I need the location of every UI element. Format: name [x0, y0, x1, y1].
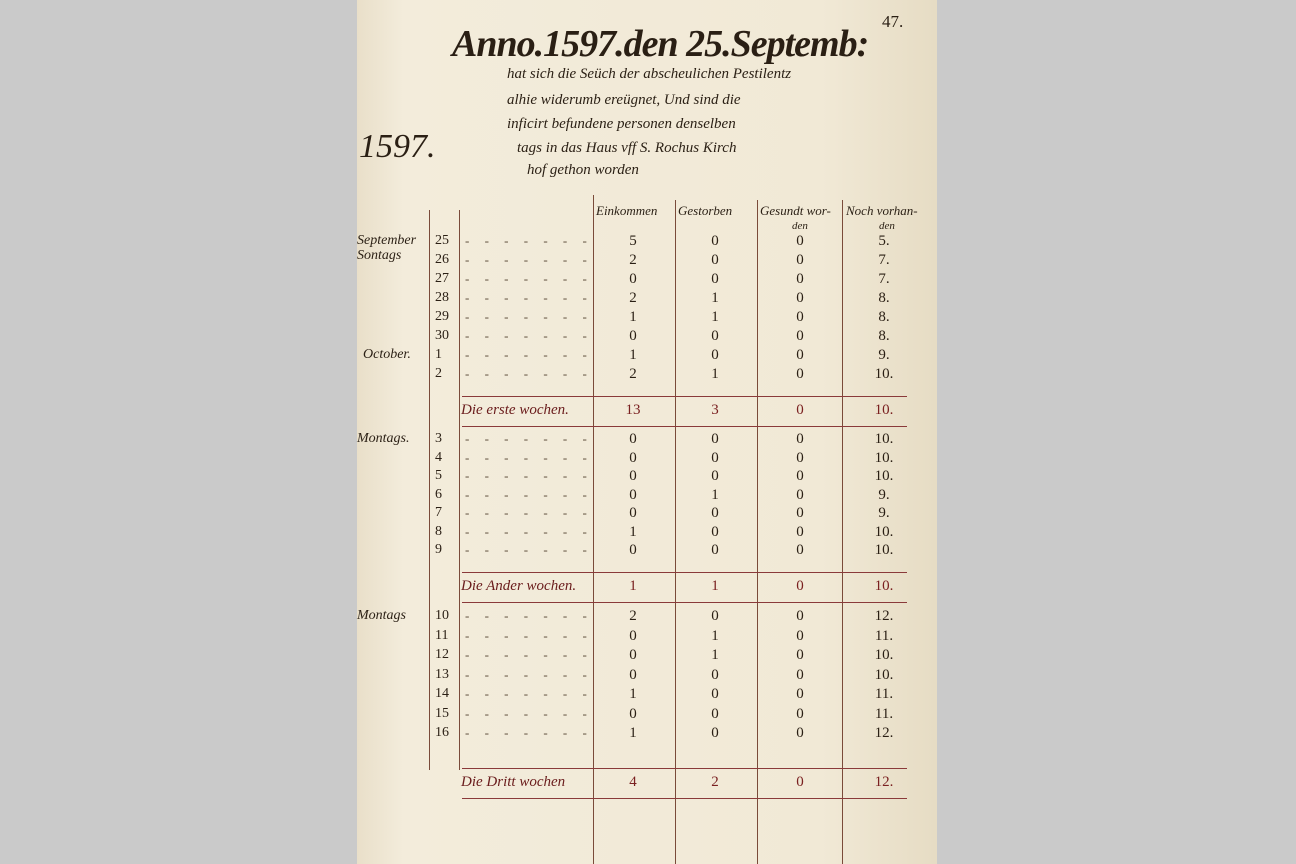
- dot-leader: - - - - - - -: [465, 449, 593, 465]
- rule-line: [462, 768, 907, 769]
- cell-ges: 0: [711, 523, 719, 540]
- week-summary-label: Die erste wochen.: [461, 402, 569, 418]
- cell-gsd: 0: [796, 542, 804, 558]
- cell-ein: 5: [629, 233, 637, 249]
- summary-cell-ges: 3: [711, 402, 719, 418]
- cell-noch: 8.: [878, 328, 890, 344]
- cell-ein: 0: [629, 705, 637, 722]
- cell-ges: 1: [711, 486, 719, 503]
- summary-cell-gsd: 0: [796, 774, 804, 790]
- summary-cell-ein: 1: [629, 578, 637, 594]
- cell-ein: 0: [629, 328, 637, 344]
- cell-ein: 0: [629, 449, 637, 466]
- cell-gsd: 0: [796, 725, 804, 741]
- cell-noch: 11.: [874, 686, 894, 702]
- column-header-gesund: Gesundt wor-: [760, 203, 831, 218]
- month-label: October.: [363, 347, 411, 362]
- summary-cell-ein: 13: [625, 402, 641, 418]
- dot-leader: - - - - - - -: [465, 666, 593, 682]
- day-number: 5: [435, 468, 442, 483]
- page-title: Anno.1597.den 25.Septemb:: [452, 23, 869, 65]
- cell-ein: 0: [629, 505, 637, 521]
- cell-ges: 1: [711, 647, 719, 663]
- intro-line: alhie widerumb ereügnet, Und sind die: [507, 92, 741, 108]
- summary-cell-ein: 4: [629, 774, 637, 790]
- cell-gsd: 0: [796, 271, 804, 287]
- cell-gsd: 0: [796, 666, 804, 683]
- cell-noch: 10.: [874, 523, 894, 540]
- column-header-noch: Noch vorhan-: [846, 203, 918, 218]
- cell-gsd: 0: [796, 431, 804, 447]
- cell-ges: 0: [711, 271, 719, 287]
- cell-ges: 1: [711, 627, 719, 644]
- cell-ein: 0: [629, 271, 637, 287]
- cell-gsd: 0: [796, 328, 804, 344]
- cell-ein: 0: [629, 542, 637, 558]
- week-summary-label: Die Ander wochen.: [461, 578, 577, 594]
- cell-ein: 0: [629, 666, 637, 683]
- cell-ein: 0: [629, 468, 637, 484]
- day-number: 3: [435, 431, 442, 446]
- cell-ein: 1: [629, 725, 637, 741]
- rule-line: [757, 200, 758, 864]
- cell-gsd: 0: [796, 627, 804, 644]
- summary-cell-noch: 10.: [874, 402, 894, 418]
- cell-ein: 0: [629, 486, 637, 503]
- cell-ges: 0: [711, 505, 719, 521]
- month-label: September: [357, 233, 417, 248]
- day-number: 27: [435, 271, 449, 286]
- rule-line: [462, 602, 907, 603]
- dot-leader: - - - - - - -: [465, 627, 593, 643]
- rule-line: [429, 210, 430, 770]
- cell-noch: 10.: [874, 366, 894, 382]
- summary-cell-ges: 2: [711, 774, 719, 790]
- day-number: 2: [435, 366, 442, 381]
- cell-noch: 11.: [874, 705, 894, 722]
- cell-ein: 2: [629, 608, 637, 624]
- day-number: 15: [435, 705, 449, 721]
- cell-ein: 0: [629, 627, 637, 644]
- day-number: 28: [435, 290, 449, 305]
- cell-gsd: 0: [796, 233, 804, 249]
- cell-ges: 0: [711, 542, 719, 558]
- day-number: 26: [435, 252, 449, 267]
- dot-leader: - - - - - - -: [465, 505, 593, 520]
- cell-ein: 1: [629, 309, 637, 325]
- dot-leader: - - - - - - -: [465, 271, 593, 286]
- day-number: 1: [435, 347, 442, 362]
- day-number: 12: [435, 647, 449, 662]
- cell-noch: 8.: [878, 309, 890, 325]
- cell-gsd: 0: [796, 686, 804, 702]
- cell-ges: 0: [711, 686, 719, 702]
- cell-noch: 9.: [878, 486, 890, 503]
- cell-gsd: 0: [796, 523, 804, 540]
- summary-cell-ges: 1: [711, 578, 719, 594]
- cell-gsd: 0: [796, 366, 804, 382]
- day-number: 14: [435, 686, 449, 701]
- cell-noch: 11.: [874, 627, 894, 644]
- cell-noch: 9.: [878, 347, 890, 363]
- rule-line: [675, 200, 676, 864]
- cell-noch: 10.: [874, 542, 894, 558]
- cell-noch: 10.: [874, 666, 894, 683]
- day-number: 25: [435, 233, 449, 248]
- manuscript-page: [357, 0, 937, 864]
- page-number: 47.: [882, 12, 904, 31]
- cell-noch: 10.: [874, 449, 894, 466]
- column-header-gesund-cont: den: [792, 220, 808, 232]
- cell-gsd: 0: [796, 705, 804, 722]
- cell-noch: 8.: [878, 290, 890, 306]
- cell-ges: 0: [711, 233, 719, 249]
- cell-noch: 10.: [874, 647, 894, 663]
- dot-leader: - - - - - - -: [465, 486, 593, 502]
- rule-line: [462, 798, 907, 799]
- intro-line: inficirt befundene personen denselben: [507, 116, 736, 132]
- day-number: 11: [435, 627, 449, 643]
- dot-leader: - - - - - - -: [465, 309, 593, 324]
- dot-leader: - - - - - - -: [465, 608, 593, 623]
- cell-gsd: 0: [796, 449, 804, 466]
- dot-leader: - - - - - - -: [465, 290, 593, 305]
- dot-leader: - - - - - - -: [465, 366, 593, 381]
- rule-line: [462, 572, 907, 573]
- cell-gsd: 0: [796, 486, 804, 503]
- cell-noch: 12.: [874, 725, 894, 741]
- cell-noch: 10.: [874, 468, 894, 484]
- dot-leader: - - - - - - -: [465, 705, 593, 721]
- cell-gsd: 0: [796, 252, 804, 268]
- dot-leader: - - - - - - -: [465, 523, 593, 539]
- dot-leader: - - - - - - -: [465, 328, 593, 343]
- cell-ein: 1: [629, 523, 637, 540]
- cell-ges: 0: [711, 449, 719, 466]
- cell-ein: 1: [629, 347, 637, 363]
- month-label: Montags: [357, 608, 406, 623]
- dot-leader: - - - - - - -: [465, 347, 593, 362]
- cell-gsd: 0: [796, 647, 804, 663]
- cell-gsd: 0: [796, 309, 804, 325]
- cell-ein: 2: [629, 252, 637, 268]
- day-number: 30: [435, 328, 449, 343]
- margin-year: 1597.: [359, 128, 436, 165]
- day-number: 4: [435, 449, 442, 465]
- cell-ges: 1: [711, 290, 719, 306]
- intro-line: hat sich die Seüch der abscheulichen Pestilentz: [507, 66, 792, 82]
- cell-ges: 1: [711, 309, 719, 325]
- cell-noch: 7.: [878, 252, 890, 268]
- cell-gsd: 0: [796, 505, 804, 521]
- rule-line: [593, 195, 594, 864]
- day-number: 16: [435, 725, 449, 740]
- rule-line: [842, 200, 843, 864]
- day-number: 13: [435, 666, 449, 682]
- summary-cell-gsd: 0: [796, 402, 804, 418]
- cell-ges: 0: [711, 705, 719, 722]
- rule-line: [462, 426, 907, 427]
- intro-line: hof gethon worden: [527, 162, 639, 178]
- month-label: Sontags: [357, 248, 402, 263]
- dot-leader: - - - - - - -: [465, 252, 593, 267]
- rule-line: [462, 396, 907, 397]
- week-summary-label: Die Dritt wochen: [461, 774, 566, 790]
- dot-leader: - - - - - - -: [465, 686, 593, 701]
- cell-gsd: 0: [796, 468, 804, 484]
- cell-gsd: 0: [796, 608, 804, 624]
- cell-ges: 0: [711, 666, 719, 683]
- cell-ges: 0: [711, 431, 719, 447]
- day-number: 7: [435, 505, 442, 520]
- column-header-noch-cont: den: [879, 220, 895, 232]
- rule-line: [459, 210, 460, 770]
- column-header-einkommen: Einkommen: [596, 203, 658, 218]
- cell-gsd: 0: [796, 290, 804, 306]
- cell-noch: 5.: [878, 233, 890, 249]
- cell-noch: 10.: [874, 431, 894, 447]
- summary-cell-gsd: 0: [796, 578, 804, 594]
- dot-leader: - - - - - - -: [465, 725, 593, 740]
- day-number: 9: [435, 542, 442, 557]
- summary-cell-noch: 12.: [874, 774, 894, 790]
- cell-ges: 0: [711, 468, 719, 484]
- cell-ges: 1: [711, 366, 719, 382]
- dot-leader: - - - - - - -: [465, 233, 593, 248]
- dot-leader: - - - - - - -: [465, 468, 593, 483]
- cell-ges: 0: [711, 328, 719, 344]
- column-header-gestorben: Gestorben: [678, 203, 733, 218]
- dot-leader: - - - - - - -: [465, 431, 593, 446]
- cell-ein: 1: [629, 686, 637, 702]
- cell-ges: 0: [711, 252, 719, 268]
- cell-noch: 12.: [874, 608, 894, 624]
- cell-ein: 0: [629, 431, 637, 447]
- dot-leader: - - - - - - -: [465, 647, 593, 662]
- day-number: 8: [435, 523, 442, 539]
- dot-leader: - - - - - - -: [465, 542, 593, 557]
- day-number: 29: [435, 309, 449, 324]
- month-label: Montags.: [357, 431, 410, 446]
- cell-ein: 2: [629, 366, 637, 382]
- day-number: 6: [435, 486, 442, 502]
- day-number: 10: [435, 608, 449, 623]
- summary-cell-noch: 10.: [874, 578, 894, 594]
- cell-noch: 9.: [878, 505, 890, 521]
- cell-ges: 0: [711, 347, 719, 363]
- intro-line: tags in das Haus vff S. Rochus Kirch: [517, 140, 737, 156]
- cell-ein: 2: [629, 290, 637, 306]
- cell-ges: 0: [711, 608, 719, 624]
- cell-ein: 0: [629, 647, 637, 663]
- cell-ges: 0: [711, 725, 719, 741]
- cell-gsd: 0: [796, 347, 804, 363]
- cell-noch: 7.: [878, 271, 890, 287]
